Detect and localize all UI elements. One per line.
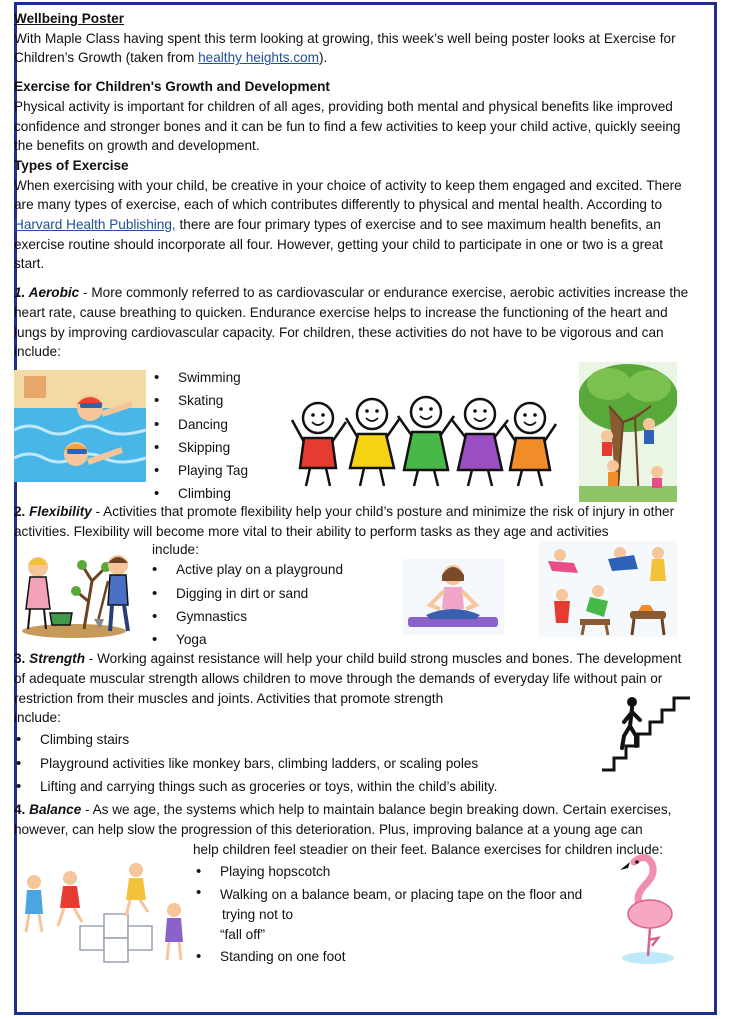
list-item: • Climbing stairs [14,728,594,751]
intro-text-end: ). [319,50,328,66]
list-item: • Digging in dirt or sand [150,582,390,605]
list-item: • Lifting and carrying things such as groceries or toys, within the child’s ability. [14,775,594,798]
list-item: • Gymnastics [150,605,390,628]
balance-row [14,840,694,980]
flexibility-include: include: [152,542,199,558]
poster-content [14,9,694,980]
balance-title: Balance [29,802,82,818]
digging-garden-illustration [14,551,142,645]
hopscotch-illustration [14,860,190,972]
balance-list [194,860,594,969]
section-heading-types: Types of Exercise [14,157,129,173]
strength-number: 3. [14,651,26,667]
strength-include: include: [14,710,61,726]
aerobic-row [14,362,694,502]
list-item [194,883,594,945]
strength-row [14,708,694,800]
strength-title: Strength [29,651,86,667]
flexibility-text: - Activities that promote flexibility help your child’s posture and minimize the risk of injury in other activities. Flexibility will become more vital to their ability to perform tasks as they age and activities [14,503,675,539]
aerobic-title: Aerobic [28,285,80,301]
dancing-kids-illustration [290,390,560,496]
balance-text-continued: help children feel steadier on their feet. Balance exercises for children include: [193,841,664,857]
balance-number: 4. [14,802,26,818]
types-text-end: there are four primary types of exercise and to see maximum health benefits, an exercise routine should incorporate all four. However, getting your child to participate in one or two is a great start. [14,217,664,272]
strength-list [14,728,594,798]
list-item: • Standing on one foot [194,945,594,968]
poster-title: Wellbeing Poster [14,11,125,26]
aerobic-text: - More commonly referred to as cardiovascular or endurance exercise, aerobic activities increase the heart rate, cause breathing to quicken. Endurance exercise helps to increase the functioning of the heart and lungs by improving cardiovascular capacity. For children, these activities do not have to be vigorous and can include: [14,285,689,360]
list-item: • Playing hopscotch [194,860,594,883]
flexibility-row [14,541,694,649]
intro-text: With Maple Class having spent this term looking at growing, this week’s well being poster looks at Exercise for Children’s Growth (taken from [14,30,676,66]
aerobic-paragraph [14,283,694,362]
healthy-heights-link[interactable]: healthy heights.com [198,50,319,66]
list-item: • Skipping [152,436,312,459]
stairs-climber-icon [600,692,692,782]
balance-beam-text-line2: trying not to [222,907,294,923]
types-text: When exercising with your child, be creative in your choice of activity to keep them engaged and excited. There are many types of exercise, each of which contributes differently to physical and mental health. According to [14,177,682,213]
aerobic-list [152,366,312,506]
list-item: • Skating [152,389,312,412]
growth-paragraph: Physical activity is important for children of all ages, providing both mental and physical benefits like improved confidence and stronger bones and it can be fun to find a few activities to keep your child active, quickly seeing the benefits on growth and development. [14,98,681,154]
aerobic-number: 1. [14,285,26,301]
balance-beam-text-line3: “fall off” [220,927,266,943]
list-item: • Yoga [150,628,390,651]
intro-paragraph [14,29,694,68]
strength-paragraph [14,649,694,708]
balance-beam-text: Walking on a balance beam, or placing tape on the floor and [220,887,583,903]
swimming-illustration [14,370,146,488]
flexibility-number: 2. [14,503,26,519]
list-item: • Active play on a playground [150,558,390,581]
balance-paragraph [14,800,694,839]
section-heading-growth: Exercise for Children's Growth and Development [14,79,330,95]
list-item: • Dancing [152,413,312,436]
strength-text: - Working against resistance will help your child build strong muscles and bones. The development of adequate muscular strength allows children to move through the demands of everyday life without pain or restriction from their muscles and joints. Activities that promote strength [14,651,682,706]
gymnastics-illustration [538,541,678,643]
tree-climbing-illustration [579,362,677,508]
list-item: • Playing Tag [152,459,312,482]
list-item: • Swimming [152,366,312,389]
yoga-girl-illustration [402,559,504,641]
flexibility-list [150,558,390,651]
list-item: • Climbing [152,482,312,505]
flexibility-title: Flexibility [29,503,92,519]
list-item: • Playground activities like monkey bars, climbing ladders, or scaling poles [14,752,594,775]
harvard-health-link[interactable]: Harvard Health Publishing, [14,217,176,233]
flexibility-paragraph [14,502,694,541]
flamingo-illustration [612,854,678,972]
types-paragraph [14,176,694,275]
balance-text: - As we age, the systems which help to maintain balance begin breaking down. Certain exercises, however, can help slow the progression of this deterioration. Plus, improving balance at a young age can [14,802,672,838]
